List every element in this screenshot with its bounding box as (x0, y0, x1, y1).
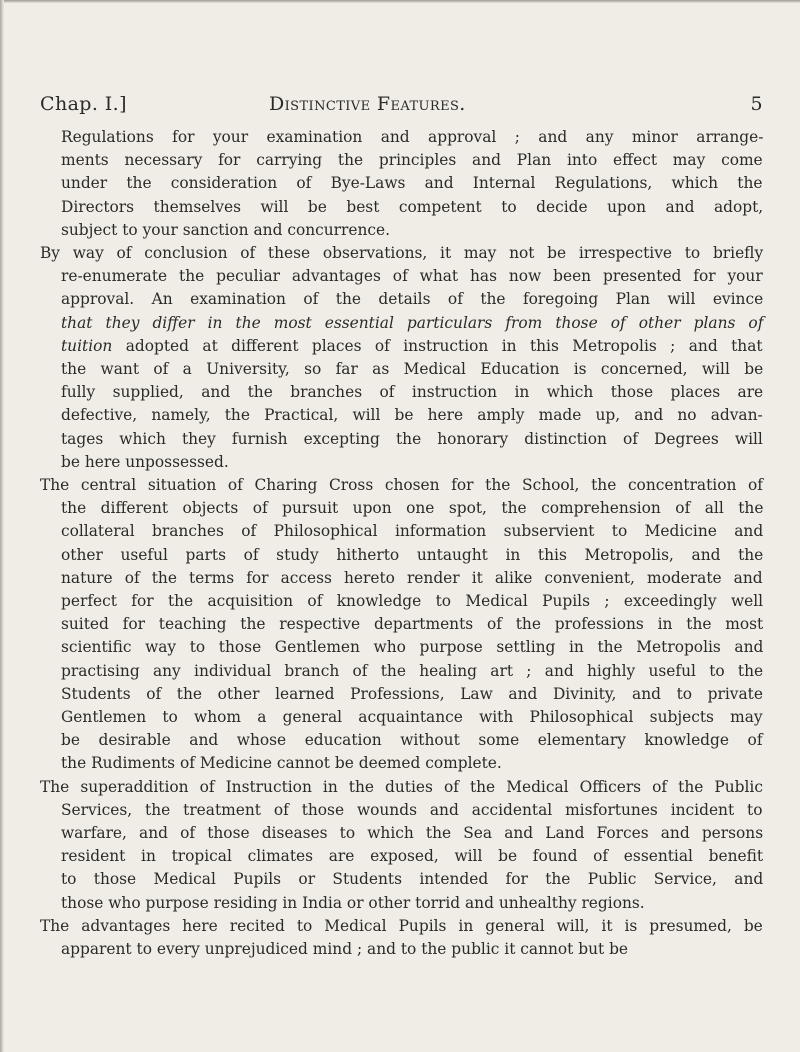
line-text: ments necessary for carrying the principles and Plan into effect may come (61, 151, 763, 170)
line-text: tages which they furnish excepting the honorary distinction of Degrees will (61, 429, 763, 448)
text-line (61, 451, 229, 474)
line-text: The central situation of Charing Cross chosen for the School, the concentration of (40, 476, 763, 494)
text-line (61, 288, 763, 311)
text-line (61, 335, 763, 358)
line-text: Students of the other learned Professions, Law and Divinity, and to private (61, 684, 763, 703)
line-text: scientific way to those Gentlemen who purpose settling in the Metropolis and (61, 638, 764, 657)
line-text: The advantages here recited to Medical Pupils in general will, it is presumed, be (40, 916, 763, 935)
text-line (40, 915, 763, 938)
text-line (61, 172, 763, 195)
line-text: defective, namely, the Practical, will be here amply made up, and no advan- (61, 406, 763, 425)
text-line (40, 242, 763, 265)
line-text: subject to your sanction and concurrence. (61, 220, 391, 239)
line-text: perfect for the acquisition of knowledge to Medical Pupils ; exceedingly well (61, 592, 764, 610)
chapter-label: Chap. I.] (40, 93, 127, 115)
line-text: under the consideration of Bye-Laws and Internal Regulations, which the (61, 174, 763, 193)
line-text: Regulations for your examination and approval ; and any minor arrange- (61, 128, 764, 146)
line-text: to those Medical Pupils or Students intended for the Public Service, and (61, 870, 764, 889)
text-line (61, 567, 763, 590)
scan-left-edge (0, 0, 4, 1052)
text-line (61, 219, 390, 242)
running-header (40, 93, 763, 117)
line-text: the different objects of pursuit upon one spot, the comprehension of all the (61, 499, 764, 518)
text-line (61, 149, 763, 172)
text-line (61, 428, 763, 451)
text-line (61, 544, 763, 567)
line-text: be here unpossessed. (61, 452, 229, 471)
text-line (61, 265, 763, 288)
line-text: collateral branches of Philosophical information subservient to Medicine and (61, 522, 764, 541)
italic-text: that they differ in the most essential particulars from those of other plans of (61, 313, 764, 332)
text-line (61, 497, 763, 520)
line-text: apparent to every unprejudiced mind ; and to the public it cannot but be (61, 940, 629, 958)
line-text: warfare, and of those diseases to which the Sea and Land Forces and persons (61, 824, 764, 842)
line-text: By way of conclusion of these observations, it may not be irrespective to briefly (40, 244, 764, 262)
text-line (61, 683, 763, 706)
line-text: fully supplied, and the branches of instruction in which those places are (61, 383, 764, 402)
line-text: Gentlemen to whom a general acquaintance with Philosophical subjects may (61, 708, 763, 726)
line-text: approval. An examination of the details of the foregoing Plan will evince (61, 290, 764, 309)
text-line (40, 474, 763, 497)
text-line (61, 196, 763, 219)
text-line (61, 799, 763, 822)
line-text: re-enumerate the peculiar advantages of what has now been presented for your (61, 267, 763, 286)
line-text: the want of a University, so far as Medical Education is concerned, will be (61, 360, 764, 378)
page-number: 5 (750, 93, 763, 115)
text-line (61, 845, 763, 868)
text-line (61, 892, 645, 915)
text-line (61, 752, 502, 775)
line-text: those who purpose residing in India or other torrid and unhealthy regions. (61, 893, 645, 912)
text-line (61, 636, 763, 659)
line-text: resident in tropical climates are exposed, will be found of essential benefit (61, 847, 764, 866)
line-text: practising any individual branch of the healing art ; and highly useful to the (61, 661, 764, 680)
line-text: nature of the terms for access hereto render it alike convenient, moderate and (61, 568, 763, 587)
text-line (61, 938, 628, 961)
line-text: The superaddition of Instruction in the duties of the Medical Officers of the Public (40, 777, 763, 796)
text-line (61, 590, 763, 613)
text-line (61, 381, 763, 404)
text-line (61, 126, 763, 149)
text-line (61, 868, 763, 891)
line-text: Directors themselves will be best competent to decide upon and adopt, (61, 197, 764, 216)
text-line (61, 358, 763, 381)
text-line (40, 776, 763, 799)
line-text: be desirable and whose education without some elementary knowledge of (61, 731, 763, 750)
text-line (61, 729, 763, 752)
text-line (61, 822, 763, 845)
line-text: suited for teaching the respective departments of the professions in the most (61, 615, 764, 634)
scan-top-edge (0, 0, 800, 3)
text-line (61, 613, 763, 636)
line-text: other useful parts of study hitherto untaught in this Metropolis, and the (61, 545, 764, 564)
italic-text: tuition (61, 336, 113, 355)
line-text: Services, the treatment of those wounds and accidental misfortunes incident to (61, 800, 763, 819)
line-text: adopted at different places of instruction in this Metropolis ; and that (112, 336, 763, 355)
running-title: Distinctive Features. (269, 93, 466, 115)
line-text: the Rudiments of Medicine cannot be deemed complete. (61, 754, 502, 773)
text-line (61, 404, 763, 427)
text-line (61, 312, 763, 335)
text-line (61, 706, 763, 729)
text-line (61, 520, 763, 543)
text-line (61, 660, 763, 683)
